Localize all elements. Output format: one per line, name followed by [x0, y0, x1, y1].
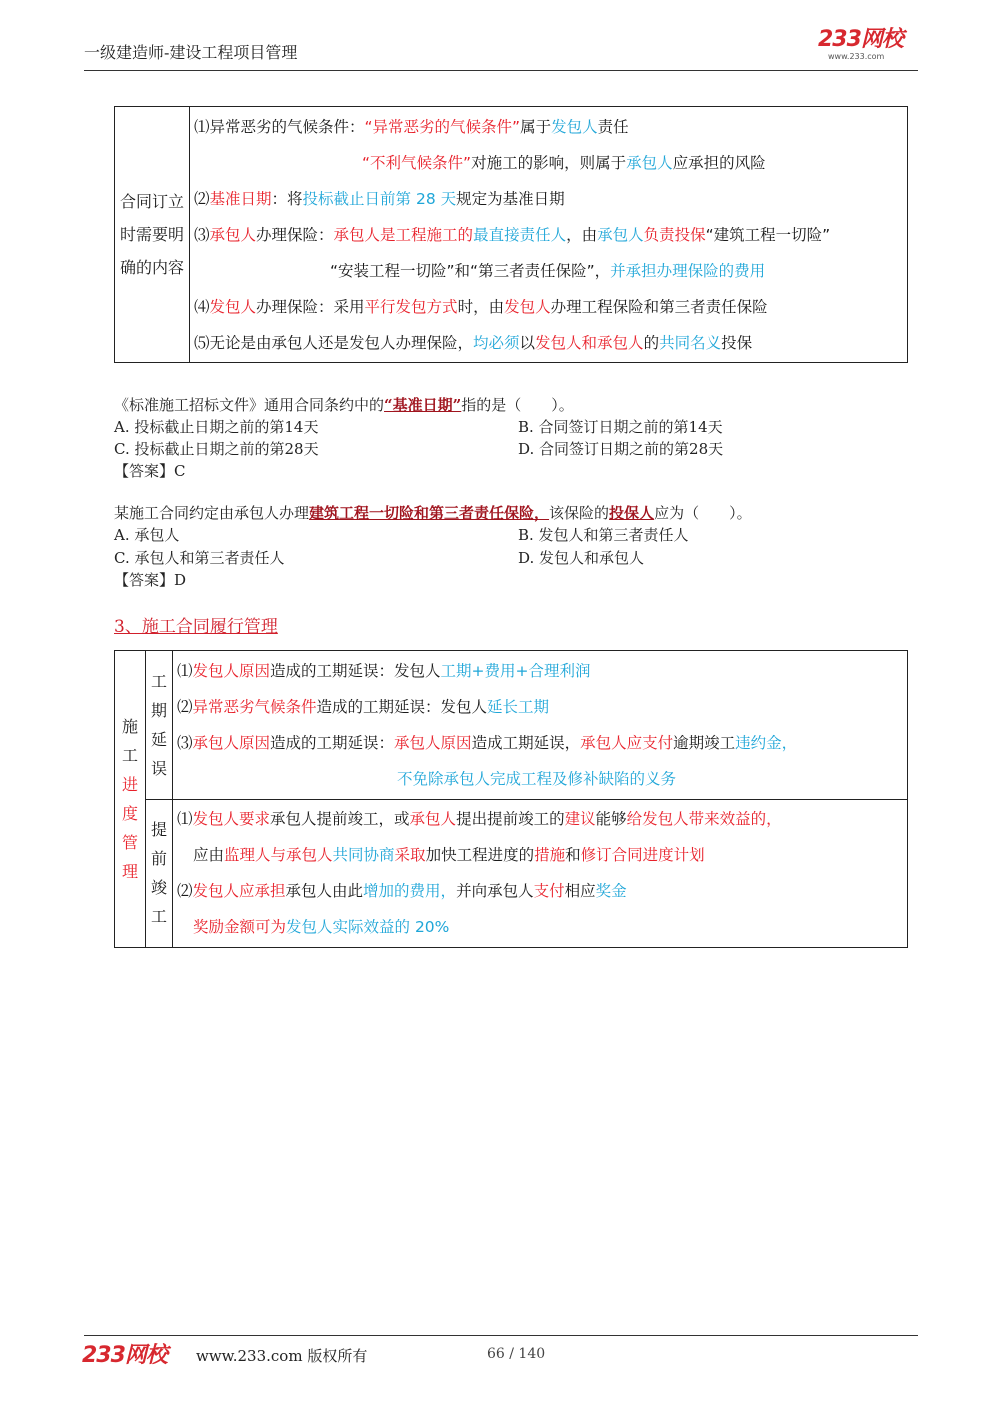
text-segment: 承包人提前竣工，或: [270, 810, 410, 829]
quiz2-stem-a: 某施工合同约定由承包人办理: [114, 504, 310, 522]
text-segment: 属于: [520, 117, 552, 136]
content-line: [173, 761, 907, 797]
text-segment: 造成的工期延误：发包人: [316, 697, 488, 716]
text-segment: 投标截止日前第 28 天: [302, 189, 457, 208]
label-char: 竣: [150, 878, 167, 898]
content-line: [190, 253, 907, 289]
quiz2-answer: 【答案】D: [114, 571, 187, 589]
label-char: 误: [150, 758, 167, 778]
text-segment: 提出提前竣工的: [456, 810, 565, 829]
content-line: [190, 217, 907, 253]
text-segment: 办理保险：: [256, 225, 334, 244]
text-segment: 发包人要求: [192, 810, 271, 829]
text-segment: 工期+费用+合理利润: [440, 661, 591, 680]
label-line: 合同订立: [119, 192, 184, 211]
quiz2-stem-b: 该保险的: [549, 504, 610, 522]
delay-content: [173, 651, 908, 800]
text-segment: 发包人: [504, 297, 551, 316]
text-segment: 承包人由此: [285, 882, 364, 901]
brand-logo-text: 233网校: [818, 27, 903, 52]
text-segment: 发包人: [209, 297, 257, 316]
text-segment: 责任: [597, 117, 629, 136]
text-segment: 建议: [564, 810, 596, 829]
text-segment: 基准日期: [209, 189, 272, 208]
quiz1-option-c: C. 投标截止日期之前的第28天: [114, 440, 319, 458]
quiz2-stem-highlight-2: 投保人: [609, 504, 655, 522]
text-segment: 承包人: [597, 225, 644, 244]
text-segment: 对施工的影响，则属于: [471, 153, 627, 172]
quiz2-option-b: B. 发包人和第三者责任人: [518, 526, 689, 544]
text-segment: ⑵: [177, 697, 193, 716]
quiz2-option-a: A. 承包人: [114, 526, 180, 544]
early-completion-content: [173, 799, 908, 948]
content-line: [190, 109, 907, 145]
content-line: [173, 689, 907, 725]
label-char: 进: [121, 775, 138, 794]
text-segment: 给发包人带来效益的，: [626, 810, 782, 829]
text-segment: ⑷: [194, 297, 210, 316]
content-line: [173, 725, 907, 761]
delay-label: [146, 651, 173, 800]
text-segment: 最直接责任人: [473, 225, 567, 244]
quiz1-answer: 【答案】C: [114, 462, 186, 480]
text-segment: 的: [643, 333, 660, 352]
quiz1-stem-a: 《标准施工招标文件》通用合同条约中的: [114, 396, 385, 414]
text-segment: 时，由: [457, 297, 505, 316]
text-segment: 发包人和承包人: [535, 333, 644, 352]
label-char: 管: [121, 833, 138, 852]
contract-table-content: [190, 107, 908, 363]
quiz2-stem-highlight: 建筑工程一切险和第三者责任保险，: [309, 504, 550, 522]
quiz1-option-a: A. 投标截止日期之前的第14天: [114, 418, 319, 436]
text-segment: 造成工期延误，: [471, 733, 581, 752]
text-segment: 延长工期: [487, 697, 550, 716]
text-segment: 加快工程进度的: [425, 846, 535, 865]
quiz1-stem-highlight: “基准日期”: [384, 396, 462, 414]
text-segment: 投保: [721, 333, 753, 352]
quiz1-option-b: B. 合同签订日期之前的第14天: [518, 418, 723, 436]
content-line: [190, 145, 907, 181]
text-segment: 并承担办理保险的费用: [610, 261, 766, 280]
text-segment: 承包人: [409, 810, 457, 829]
quiz1-option-d: D. 合同签订日期之前的第28天: [518, 440, 724, 458]
footer-copyright[interactable]: www.233.com 版权所有: [196, 1347, 368, 1365]
contract-table-label: [115, 107, 190, 363]
quiz2-option-d: D. 发包人和承包人: [518, 549, 645, 567]
text-segment: 发包人: [551, 117, 598, 136]
text-segment: 造成的工期延误：发包人: [270, 661, 441, 680]
content-line: [173, 801, 907, 837]
text-segment: 均必须: [473, 333, 520, 352]
text-segment: 奖励金额可为: [193, 918, 287, 937]
label-char: 工: [121, 746, 138, 765]
text-segment: 以: [519, 333, 536, 352]
text-segment: 和: [565, 846, 581, 865]
label-char: 理: [121, 862, 138, 881]
text-segment: “建筑工程一切险”: [705, 225, 831, 244]
page-header-title: 一级建造师-建设工程项目管理: [84, 43, 298, 62]
text-segment: 办理工程保险和第三者责任保险: [550, 297, 768, 316]
page-number: 66 / 140: [487, 1346, 546, 1362]
content-line: [190, 181, 907, 217]
footer-divider: [84, 1335, 918, 1336]
label-char: 工: [150, 671, 167, 691]
quiz1-stem: [114, 394, 574, 416]
label-char: 期: [150, 700, 167, 720]
text-segment: 采取: [394, 846, 426, 865]
text-segment: “不利气候条件”: [362, 153, 472, 172]
text-segment: ⑶: [177, 733, 193, 752]
text-segment: 发包人原因: [192, 661, 271, 680]
text-segment: 修订合同进度计划: [580, 846, 705, 865]
text-segment: 应由: [193, 846, 225, 865]
text-segment: 并向承包人: [456, 882, 534, 901]
text-segment: 承包人原因: [192, 733, 271, 752]
quiz2-option-c: C. 承包人和第三者责任人: [114, 549, 285, 567]
text-segment: ⑴异常恶劣的气候条件：: [194, 117, 365, 136]
text-segment: 奖金: [595, 882, 627, 901]
text-segment: 发包人实际效益的 20%: [286, 918, 450, 937]
label-char: 延: [150, 729, 167, 749]
early-completion-label: [146, 799, 173, 948]
text-segment: 规定为基准日期: [456, 189, 565, 208]
text-segment: 办理保险：采用: [256, 297, 365, 316]
text-segment: ⑴: [177, 661, 193, 680]
label-line: 时需要明: [119, 225, 184, 244]
content-line: [190, 325, 907, 361]
text-segment: ，由: [566, 225, 598, 244]
text-segment: 逾期竣工: [673, 733, 736, 752]
text-segment: 相应: [564, 882, 596, 901]
text-segment: 应承担的风险: [672, 153, 766, 172]
text-segment: 承包人原因: [394, 733, 472, 752]
text-segment: 平行发包方式: [364, 297, 458, 316]
brand-logo-url: www.233.com: [828, 52, 885, 61]
header-divider: [84, 70, 918, 71]
section-heading: 3、施工合同履行管理: [114, 617, 278, 637]
content-line: [173, 653, 907, 689]
text-segment: 承包人应支付: [580, 733, 674, 752]
text-segment: 承包人: [209, 225, 257, 244]
text-segment: 措施: [534, 846, 566, 865]
brand-logo[interactable]: [818, 28, 918, 64]
text-segment: “异常恶劣的气候条件”: [364, 117, 521, 136]
quiz1-stem-b: 指的是（ ）。: [461, 396, 574, 414]
text-segment: ：将: [271, 189, 303, 208]
label-char: 提: [150, 820, 167, 840]
schedule-management-table: [114, 650, 908, 948]
text-segment: 监理人与承包人: [224, 846, 333, 865]
text-segment: ⑶: [194, 225, 210, 244]
text-segment: ⑵: [194, 189, 210, 208]
text-segment: 共同名义: [659, 333, 722, 352]
text-segment: 支付: [533, 882, 565, 901]
quiz2-stem-c: 应为（ ）。: [654, 504, 752, 522]
text-segment: 承包人是工程施工的: [333, 225, 474, 244]
text-segment: 发包人应承担: [192, 882, 286, 901]
content-line: [173, 873, 907, 909]
footer-logo[interactable]: 233网校: [82, 1343, 167, 1368]
label-line: 确的内容: [119, 258, 184, 277]
text-segment: 增加的费用，: [363, 882, 457, 901]
content-line: [190, 289, 907, 325]
label-char: 施: [121, 717, 138, 736]
contract-content-table: [114, 106, 908, 363]
text-segment: “安装工程一切险”和“第三者责任保险”，: [330, 261, 611, 280]
text-segment: 负责投保: [643, 225, 706, 244]
label-char: 工: [150, 907, 167, 927]
text-segment: 违约金，: [735, 733, 798, 752]
text-segment: ⑴: [177, 810, 193, 829]
content-line: [173, 909, 907, 945]
text-segment: 承包人: [626, 153, 673, 172]
text-segment: 造成的工期延误：: [270, 733, 395, 752]
text-segment: ⑸无论是由承包人还是发包人办理保险，: [194, 333, 474, 352]
text-segment: 共同协商: [332, 846, 395, 865]
quiz2-stem: [114, 502, 752, 524]
text-segment: 能够: [595, 810, 627, 829]
text-segment: 不免除承包人完成工程及修补缺陷的义务: [397, 769, 677, 788]
text-segment: ⑵: [177, 882, 193, 901]
text-segment: 异常恶劣气候条件: [192, 697, 317, 716]
label-char: 度: [121, 804, 138, 823]
label-char: 前: [150, 849, 167, 869]
schedule-outer-label: [115, 651, 146, 948]
content-line: [173, 837, 907, 873]
